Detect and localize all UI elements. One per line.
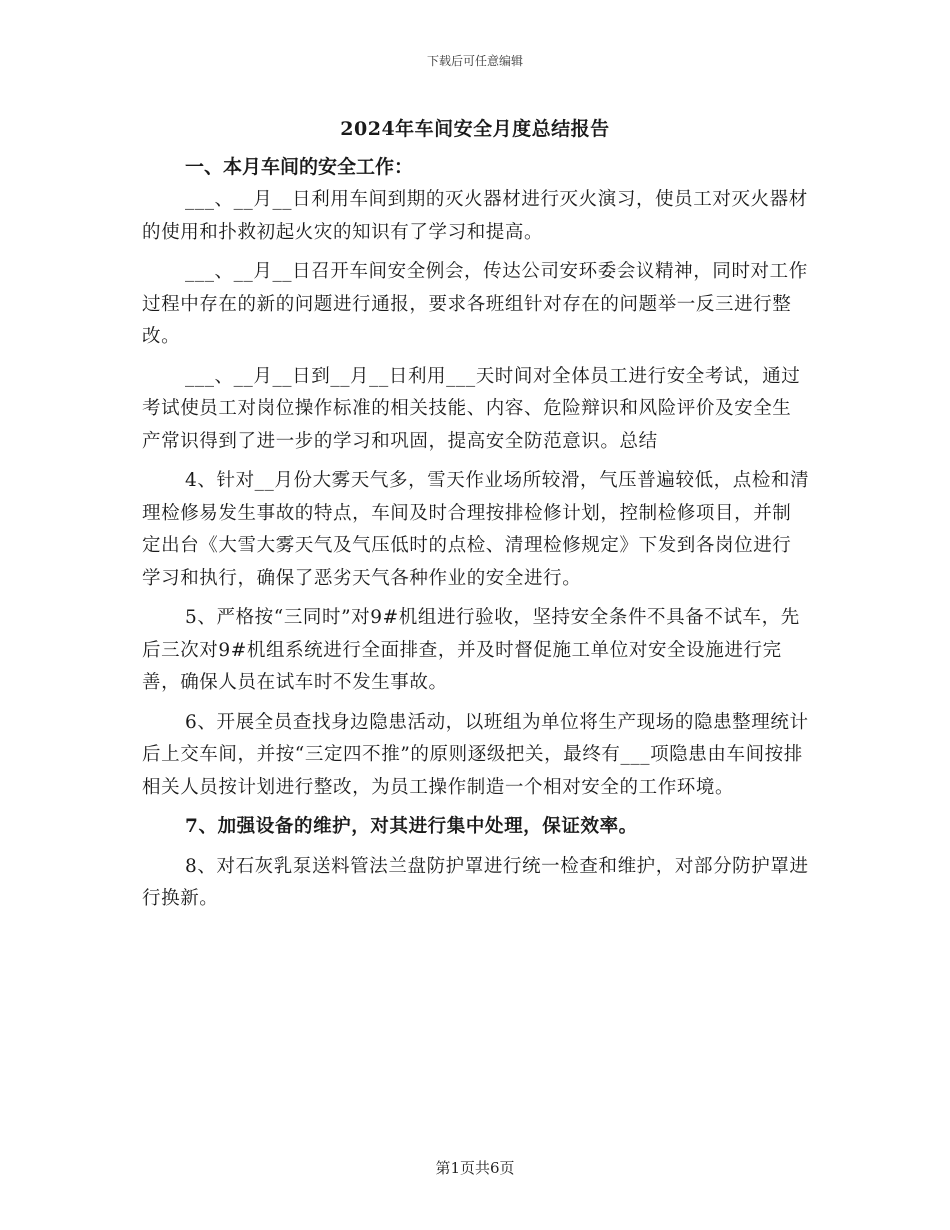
paragraph-3: ___、__月__日到__月__日利用___天时间对全体员工进行安全考试，通过考试使员工对岗位操作标准的相关技能、内容、危险辩识和风险评价及安全生产常识得到了进一步的学习和巩固，提高安全防范意识。总结 [142, 365, 801, 452]
page-number-footer: 第1页共6页 [435, 1159, 515, 1177]
paragraph-8: 8、对石灰乳泵送料管法兰盘防护罩进行统一检查和维护，对部分防护罩进行换新。 [142, 855, 809, 909]
paragraph-2: ___、__月__日召开车间安全例会，传达公司安环委会议精神，同时对工作过程中存在的新的问题进行通报，要求各班组针对存在的问题举一反三进行整改。 [142, 261, 808, 347]
paragraph-4: 4、针对__月份大雾天气多，雪天作业场所较滑，气压普遍较低，点检和清理检修易发生事故的特点，车间及时合理按排检修计划，控制检修项目，并制定出台《大雪大雾天气及气压低时的点检、清理检修规定》下发到各岗位进行学习和执行，确保了恶劣天气各种作业的安全进行。 [142, 470, 810, 589]
paragraph-7-heading: 7、加强设备的维护，对其进行集中处理，保证效率。 [185, 816, 638, 837]
paragraph-1: ___、__月__日利用车间到期的灭火器材进行灭火演习，使员工对灭火器材的使用和扑救初起火灾的知识有了学习和提高。 [142, 189, 808, 243]
document-body [142, 184, 810, 923]
document-title: 2024年车间安全月度总结报告 [340, 118, 610, 140]
paragraph-5: 5、严格按“三同时”对9#机组进行验收，坚持安全条件不具备不试车，先后三次对9#机组系统进行全面排查，并及时督促施工单位对安全设施进行完善，确保人员在试车时不发生事故。 [142, 607, 800, 693]
paragraph-6: 6、开展全员查找身边隐患活动，以班组为单位将生产现场的隐患整理统计后上交车间，并按“三定四不推”的原则逐级把关，最终有___项隐患由车间按排相关人员按计划进行整改，为员工操作制造一个相对安全的工作环境。 [142, 711, 809, 798]
header-note: 下载后可任意编辑 [426, 54, 523, 68]
section-heading: 一、本月车间的安全工作： [185, 156, 414, 178]
